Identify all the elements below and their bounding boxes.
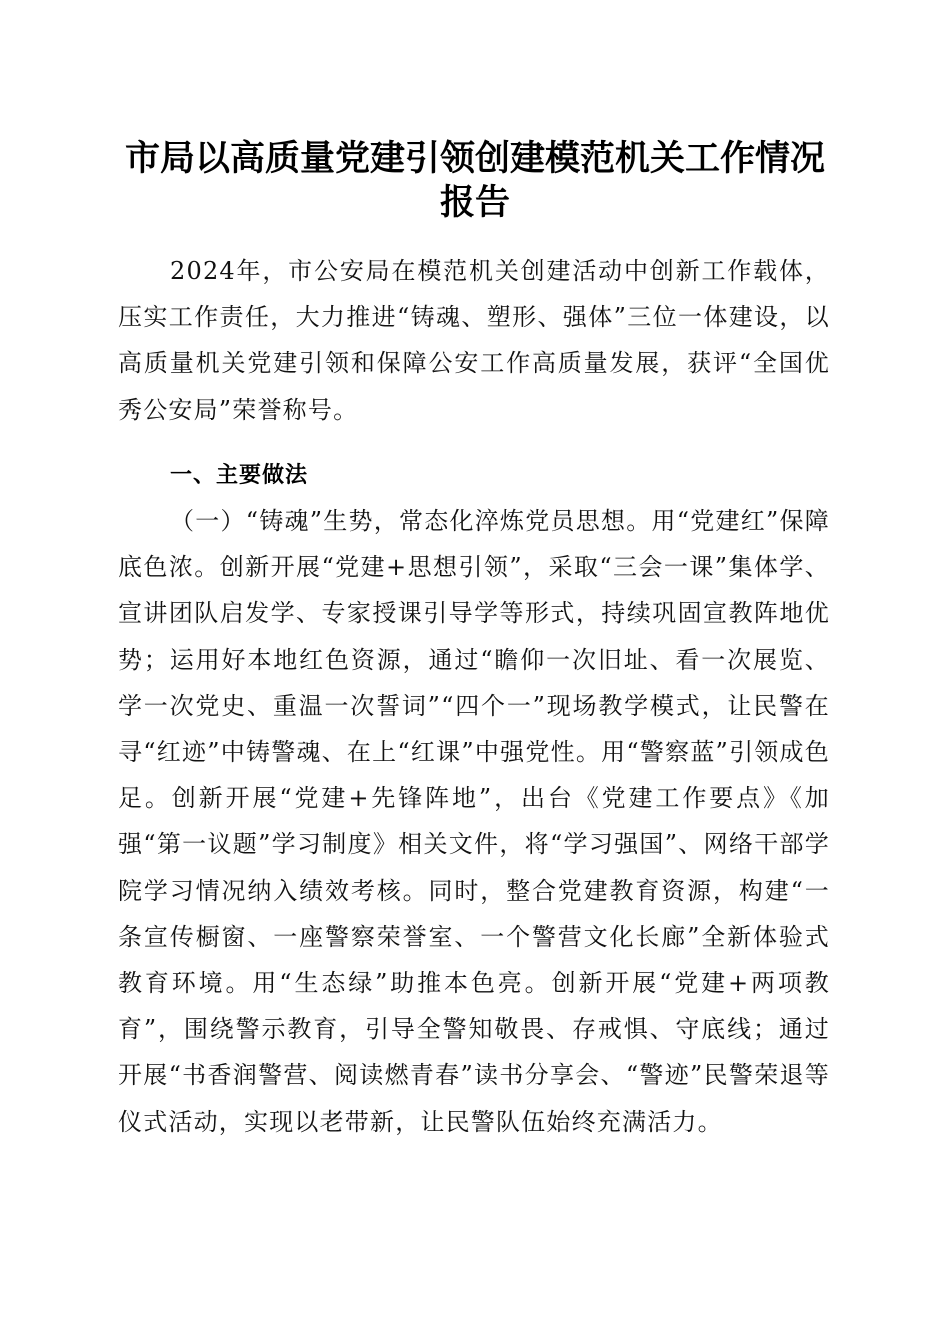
intro-paragraph: 2024年，市公安局在模范机关创建活动中创新工作载体，压实工作责任，大力推进“铸魂、塑形、强体”三位一体建设，以高质量机关党建引领和保障公安工作高质量发展，获评“全国优秀公安局”荣誉称号。: [118, 257, 830, 424]
document-title-line-1: 市局以高质量党建引领创建模范机关工作情况: [124, 138, 825, 179]
section-paragraph-soul-building: （一）“铸魂”生势，常态化淬炼党员思想。用“党建红”保障底色浓。创新开展“党建+思想引领”，采取“三会一课”集体学、宣讲团队启发学、专家授课引导学等形式，持续巩固宣教阵地优势；运用好本地红色资源，通过“瞻仰一次旧址、看一次展览、学一次党史、重温一次誓词”“四个一”现场教学模式，让民警在寻“红迹”中铸警魂、在上“红课”中强党性。用“警察蓝”引领成色足。创新开展“党建+先锋阵地”，出台《党建工作要点》《加强“第一议题”学习制度》相关文件，将“学习强国”、网络干部学院学习情况纳入绩效考核。同时，整合党建教育资源，构建“一条宣传橱窗、一座警察荣誉室、一个警营文化长廊”全新体验式教育环境。用“生态绿”助推本色亮。创新开展“党建+两项教育”，围绕警示教育，引导全警知敬畏、存戒惧、守底线；通过开展“书香润警营、阅读燃青春”读书分享会、“警迹”民警荣退等仪式活动，实现以老带新，让民警队伍始终充满活力。: [118, 507, 830, 1136]
document-title-line-2: 报告: [439, 182, 510, 223]
section-heading-main-practices: 一、主要做法: [170, 463, 309, 488]
